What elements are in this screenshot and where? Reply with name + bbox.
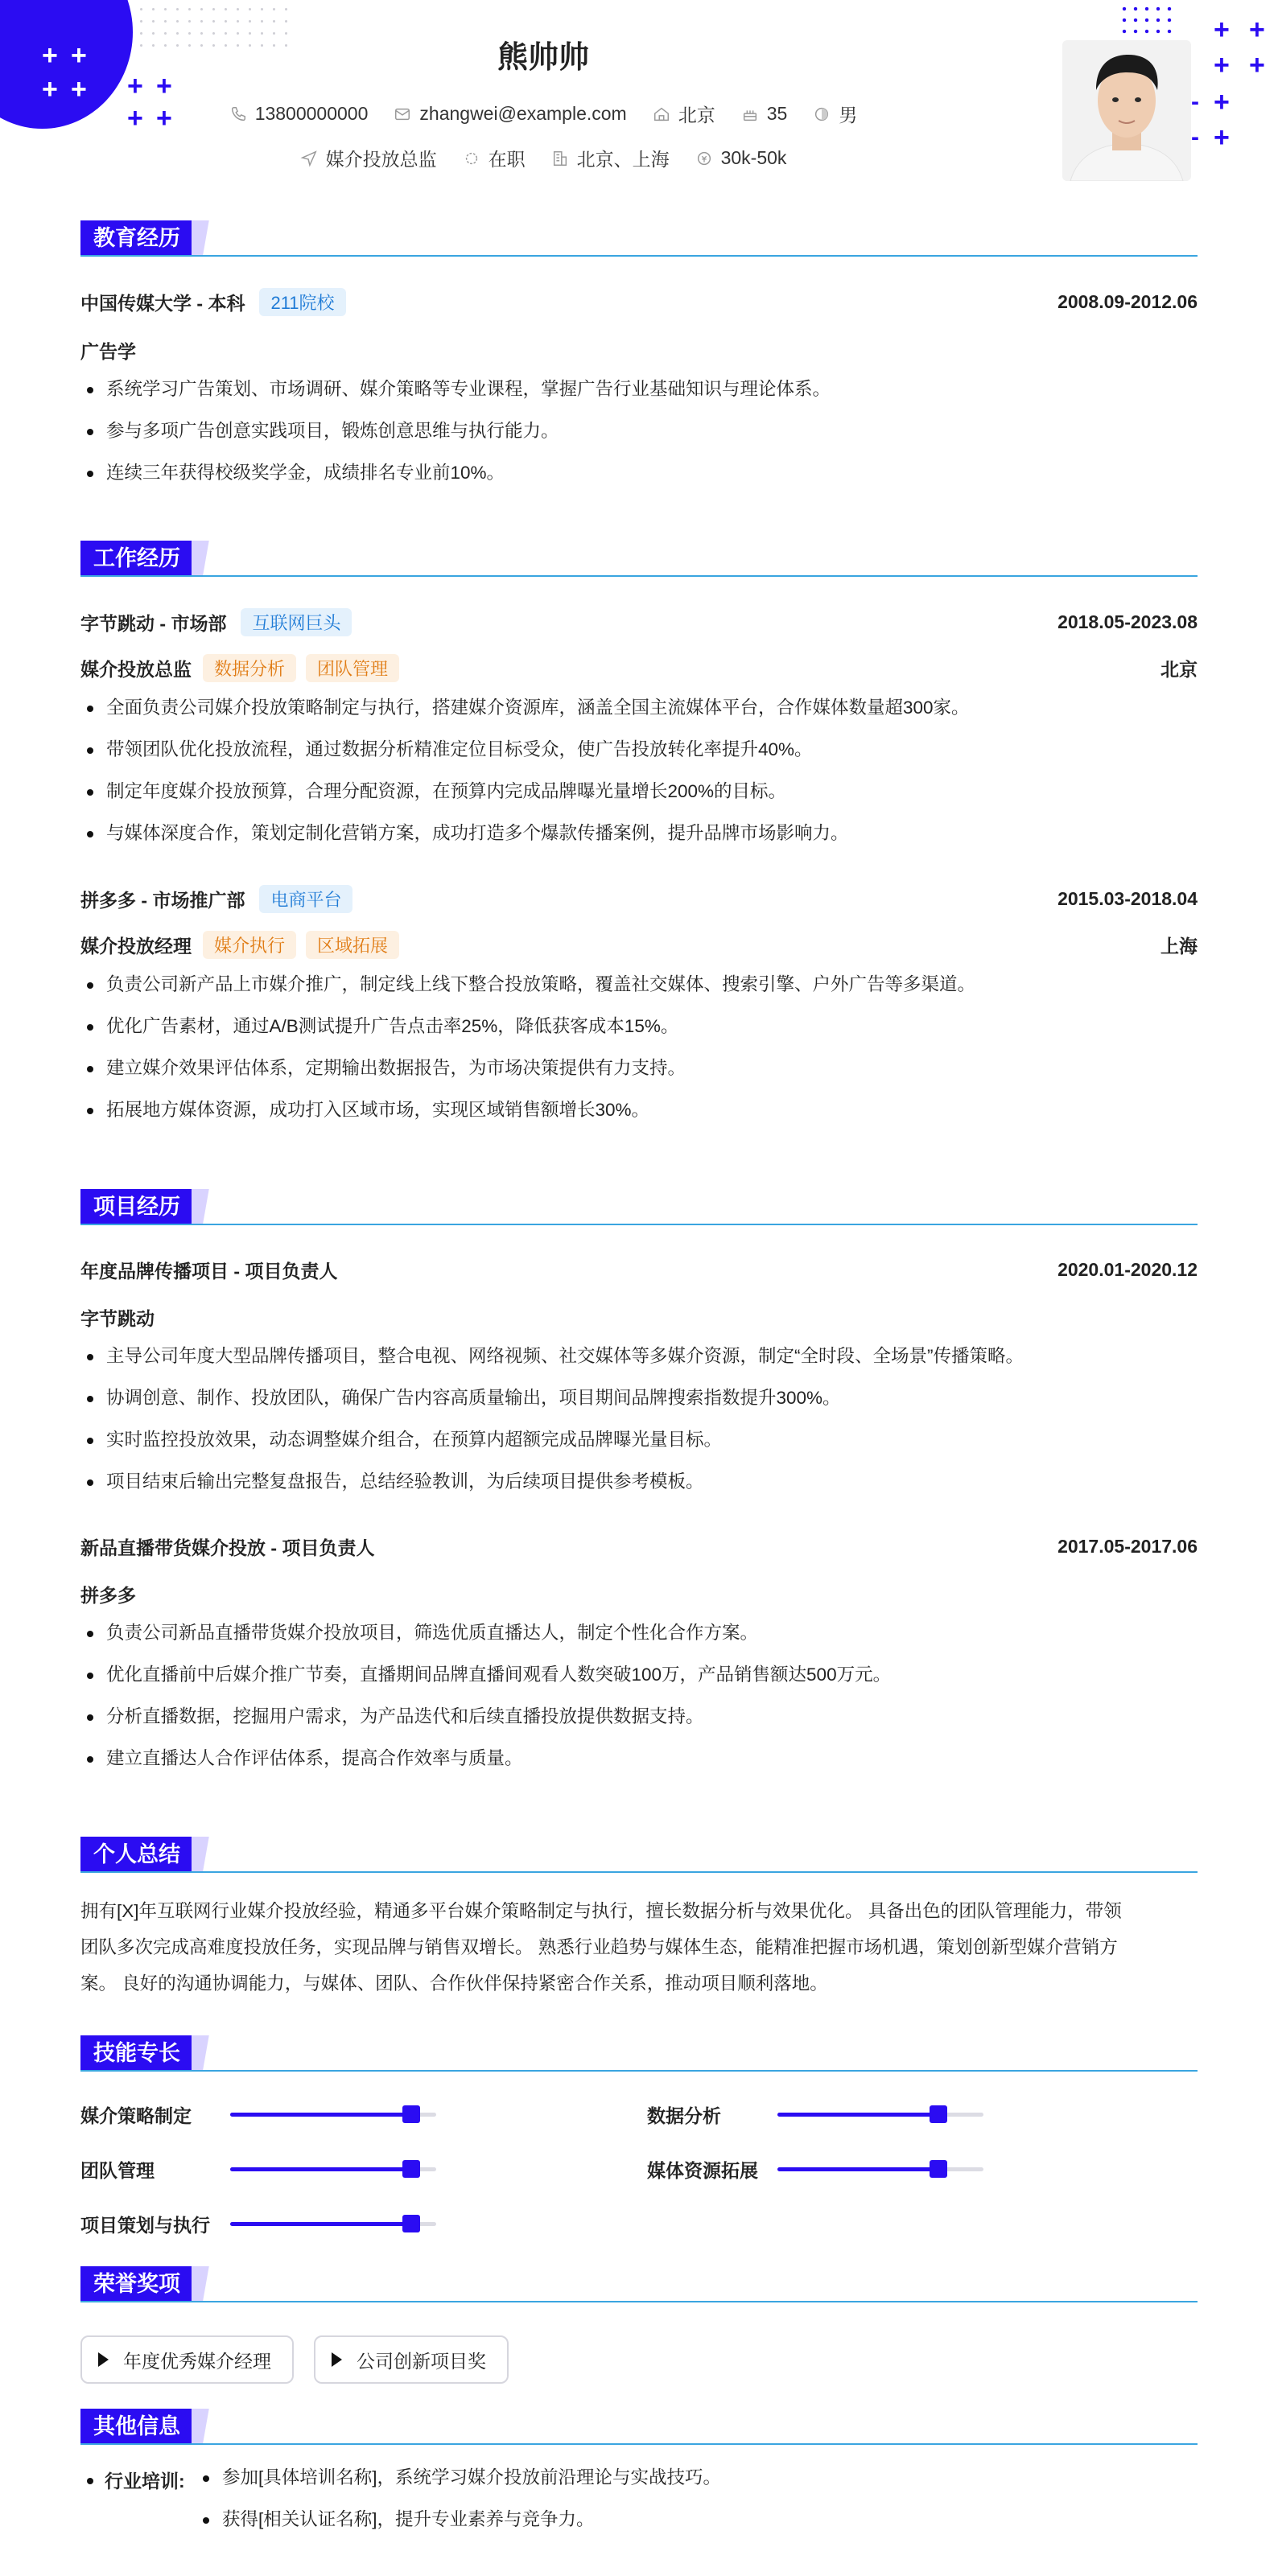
dot-grid-decor	[1119, 3, 1175, 37]
list-item: 参与多项广告创意实践项目，锻炼创意思维与执行能力。	[80, 410, 1198, 452]
gender-icon	[813, 105, 831, 123]
skill-bar-knob	[402, 2160, 420, 2178]
list-item: 协调创意、制作、投放团队，确保广告内容高质量输出，项目期间品牌搜索指数提升300%。	[80, 1377, 1198, 1419]
section-title-decor	[192, 1837, 224, 1872]
major-name: 广告学	[80, 341, 136, 362]
list-item: 连续三年获得校级奖学金，成绩排名专业前10%。	[80, 452, 1198, 494]
award-badge	[314, 2335, 509, 2384]
coin-icon	[695, 150, 713, 167]
phone-item	[229, 103, 369, 125]
status-text: 在职	[488, 149, 526, 170]
project-period: 2020.01-2020.12	[1057, 1259, 1198, 1280]
section-divider	[80, 575, 1198, 577]
cake-icon	[741, 105, 759, 123]
skill-name: 项目策划与执行	[80, 2215, 210, 2236]
section-header	[80, 2266, 1198, 2302]
skill-name: 媒体资源拓展	[647, 2160, 758, 2181]
project-org-row	[80, 1304, 1198, 1331]
send-icon	[300, 150, 318, 167]
job-entry-header	[80, 885, 1198, 913]
minus-decor-icon: -	[1191, 88, 1199, 115]
section-title-decor	[192, 2266, 224, 2302]
skill-bar-knob	[402, 2105, 420, 2123]
project-name: 年度品牌传播项目 - 项目负责人	[80, 1261, 338, 1282]
education-period: 2008.09-2012.06	[1057, 291, 1198, 312]
section-title-decor	[192, 1189, 224, 1224]
role-tag: 区域拓展	[306, 931, 399, 959]
skill-bar	[777, 2113, 983, 2117]
job-info-row	[0, 145, 1086, 171]
school-name: 中国传媒大学 - 本科	[80, 293, 245, 314]
award-name: 公司创新项目奖	[357, 2350, 486, 2372]
skill-bar-fill	[777, 2167, 938, 2171]
work-section	[80, 541, 1198, 1131]
skill-bar-fill	[230, 2167, 411, 2171]
skill-bar-knob	[402, 2215, 420, 2232]
role-tag: 团队管理	[306, 654, 399, 682]
projects-section	[80, 1189, 1198, 1780]
section-header	[80, 2035, 1198, 2071]
company-tag: 电商平台	[259, 885, 352, 913]
skill-name: 数据分析	[647, 2105, 721, 2126]
skill-name: 团队管理	[80, 2160, 155, 2181]
list-item: 带领团队优化投放流程，通过数据分析精准定位目标受众，使广告投放转化率提升40%。	[80, 729, 1198, 771]
job-location: 上海	[1161, 936, 1198, 957]
summary-line: 拥有[X]年互联网行业媒介投放经验，精通多平台媒介策略制定与执行，擅长数据分析与效果优化。 具备出色的团队管理能力，带领	[80, 1901, 1122, 1921]
section-title: 荣誉奖项	[80, 2266, 193, 2302]
position-text: 媒介投放总监	[325, 149, 437, 170]
job-role-row	[80, 654, 1198, 682]
list-item: 项目结束后输出完整复盘报告，总结经验教训，为后续项目提供参考模板。	[80, 1461, 1198, 1503]
project-bullets	[80, 1335, 1198, 1503]
list-item: 负责公司新产品上市媒介推广，制定线上线下整合投放策略，覆盖社交媒体、搜索引擎、户外广告等多渠道。	[80, 964, 1198, 1006]
summary-section	[80, 1837, 1198, 2002]
summary-text	[80, 1893, 1198, 2002]
skill-item	[647, 2101, 983, 2128]
gender-text: 男	[839, 105, 858, 126]
company-name: 拼多多 - 市场推广部	[80, 890, 245, 911]
project-org: 拼多多	[80, 1585, 136, 1606]
skill-bar	[230, 2167, 436, 2171]
section-title-decor	[192, 2409, 224, 2444]
skill-item	[647, 2156, 983, 2183]
education-bullets	[80, 368, 1198, 494]
skills-section	[80, 2035, 1198, 2253]
section-header	[80, 1837, 1198, 1872]
other-info-section	[80, 2409, 1198, 2570]
section-title: 工作经历	[80, 541, 193, 576]
salary-text: 30k-50k	[720, 147, 787, 168]
skill-bar-knob	[930, 2160, 947, 2178]
company-tag: 互联网巨头	[241, 608, 352, 636]
plus-decor-icon: +	[1214, 87, 1230, 117]
list-item: 主导公司年度大型品牌传播项目，整合电视、网络视频、社交媒体等多媒介资源，制定“全时段、全场景”传播策略。	[80, 1335, 1198, 1377]
list-item: 获得[相关认证名称]，提升专业素养与竞争力。	[196, 2499, 721, 2541]
project-org-row	[80, 1581, 1198, 1607]
skill-item	[80, 2211, 436, 2237]
list-item: 建立直播达人合作评估体系，提高合作效率与质量。	[80, 1738, 1198, 1780]
plus-decor-icon: +	[1214, 50, 1230, 80]
section-header	[80, 220, 1198, 256]
list-item: 实时监控投放效果，动态调整媒介组合，在预算内超额完成品牌曝光量目标。	[80, 1419, 1198, 1461]
list-item: 参加[具体培训名称]，系统学习媒介投放前沿理论与实战技巧。	[196, 2457, 721, 2499]
plus-decor-icon: +	[42, 40, 58, 71]
award-badge	[80, 2335, 294, 2384]
play-triangle-icon	[332, 2352, 342, 2367]
skill-bar	[777, 2167, 983, 2171]
section-divider	[80, 1871, 1198, 1873]
minus-decor-icon: -	[1191, 124, 1199, 150]
project-bullets	[80, 1612, 1198, 1780]
age-text: 35	[766, 103, 788, 124]
role-tag: 数据分析	[203, 654, 296, 682]
project-org: 字节跳动	[80, 1308, 155, 1329]
skill-bar	[230, 2113, 436, 2117]
plus-decor-icon: +	[127, 103, 143, 134]
target-city-text: 北京、上海	[576, 149, 670, 170]
list-item: 系统学习广告策划、市场调研、媒介策略等专业课程，掌握广告行业基础知识与理论体系。	[80, 368, 1198, 410]
summary-line: 团队多次完成高难度投放任务，实现品牌与销售双增长。 熟悉行业趋势与媒体生态，能精准把握市场机遇，策划创新型媒介营销方	[80, 1937, 1118, 1957]
section-title: 项目经历	[80, 1189, 193, 1224]
skill-item	[80, 2101, 436, 2128]
list-item: 制定年度媒介投放预算，合理分配资源，在预算内完成品牌曝光量增长200%的目标。	[80, 771, 1198, 813]
summary-line: 案。 良好的沟通协调能力，与媒体、团队、合作伙伴保持紧密合作关系，推动项目顺利落地。	[80, 1973, 828, 1994]
job-role-row	[80, 931, 1198, 959]
mail-icon	[394, 105, 411, 123]
school-tag: 211院校	[259, 288, 345, 316]
status-icon	[463, 150, 480, 167]
plus-decor-icon: +	[156, 103, 172, 134]
education-section	[80, 220, 1198, 494]
candidate-name: 熊帅帅	[497, 41, 589, 75]
project-name: 新品直播带货媒介投放 - 项目负责人	[80, 1537, 375, 1558]
list-item: 负责公司新品直播带货媒介投放项目，筛选优质直播达人，制定个性化合作方案。	[80, 1612, 1198, 1654]
job-bullets	[80, 964, 1198, 1131]
project-period: 2017.05-2017.06	[1057, 1536, 1198, 1557]
section-divider	[80, 2070, 1198, 2072]
section-title-decor	[192, 2035, 224, 2071]
company-name: 字节跳动 - 市场部	[80, 613, 227, 634]
list-item: 全面负责公司媒介投放策略制定与执行，搭建媒介资源库，涵盖全国主流媒体平台，合作媒体数量超300家。	[80, 687, 1198, 729]
job-role: 媒介投放总监	[80, 659, 192, 680]
skill-bar-fill	[777, 2113, 938, 2117]
section-title: 技能专长	[80, 2035, 193, 2071]
home-icon	[653, 105, 670, 123]
section-header	[80, 2409, 1198, 2444]
list-item: 优化广告素材，通过A/B测试提升广告点击率25%，降低获客成本15%。	[80, 1006, 1198, 1047]
section-divider	[80, 1224, 1198, 1225]
list-item: 优化直播前中后媒介推广节奏，直播期间品牌直播间观看人数突破100万，产品销售额达500万元。	[80, 1654, 1198, 1696]
gender-item	[813, 101, 857, 127]
target-city-item	[551, 145, 670, 171]
job-location: 北京	[1161, 659, 1198, 680]
position-item	[300, 145, 437, 171]
role-tag: 媒介执行	[203, 931, 296, 959]
plus-decor-icon: +	[1214, 122, 1230, 153]
section-divider	[80, 255, 1198, 257]
city-item	[653, 101, 715, 127]
skill-bar-fill	[230, 2222, 411, 2226]
plus-decor-icon: +	[127, 71, 143, 101]
email-item	[394, 103, 626, 125]
bullet-dot	[87, 2478, 93, 2484]
plus-decor-icon: +	[156, 71, 172, 101]
phone-icon	[229, 105, 247, 123]
profile-photo	[1062, 40, 1191, 181]
section-header	[80, 1189, 1198, 1224]
status-item	[463, 145, 526, 171]
award-name: 年度优秀媒介经理	[123, 2350, 271, 2372]
skill-item	[80, 2156, 436, 2183]
list-item: 拓展地方媒体资源，成功打入区域市场，实现区域销售额增长30%。	[80, 1089, 1198, 1131]
plus-decor-icon: +	[1249, 50, 1265, 80]
job-period: 2015.03-2018.04	[1057, 888, 1198, 909]
list-item: 建立媒介效果评估体系，定期输出数据报告，为市场决策提供有力支持。	[80, 1047, 1198, 1089]
major-row	[80, 337, 1198, 364]
plus-decor-icon: +	[1249, 14, 1265, 45]
skill-name: 媒介策略制定	[80, 2105, 192, 2126]
section-header	[80, 541, 1198, 576]
project-entry-header	[80, 1257, 1198, 1283]
skill-bar	[230, 2222, 436, 2226]
section-divider	[80, 2301, 1198, 2302]
plus-decor-icon: +	[71, 74, 87, 105]
list-item: 分析直播数据，挖掘用户需求，为产品迭代和后续直播投放提供数据支持。	[80, 1696, 1198, 1738]
city-text: 北京	[678, 105, 715, 126]
project-entry-header	[80, 1533, 1198, 1560]
plus-decor-icon: +	[71, 40, 87, 71]
building-icon	[551, 150, 569, 167]
section-divider	[80, 2443, 1198, 2445]
section-title: 个人总结	[80, 1837, 193, 1872]
skill-bar-knob	[930, 2105, 947, 2123]
salary-item	[695, 147, 787, 169]
skill-bar-fill	[230, 2113, 411, 2117]
play-triangle-icon	[98, 2352, 109, 2367]
email-text: zhangwei@example.com	[419, 103, 627, 124]
plus-decor-icon: +	[42, 74, 58, 105]
section-title-decor	[192, 220, 224, 256]
education-entry-header	[80, 288, 1198, 316]
training-label: 行业培训:	[105, 2471, 185, 2492]
training-bullets	[196, 2457, 721, 2541]
job-bullets	[80, 687, 1198, 854]
awards-section	[80, 2266, 1198, 2387]
job-role: 媒介投放经理	[80, 936, 192, 957]
plus-decor-icon: +	[1214, 14, 1230, 45]
age-item	[741, 103, 788, 125]
training-label-row	[80, 2467, 185, 2493]
phone-text: 13800000000	[254, 103, 369, 124]
contact-info-row	[0, 101, 1086, 127]
section-title-decor	[192, 541, 224, 576]
section-title: 教育经历	[80, 220, 193, 256]
job-period: 2018.05-2023.08	[1057, 611, 1198, 632]
list-item: 与媒体深度合作，策划定制化营销方案，成功打造多个爆款传播案例，提升品牌市场影响力。	[80, 813, 1198, 854]
job-entry-header	[80, 608, 1198, 636]
section-title: 其他信息	[80, 2409, 193, 2444]
